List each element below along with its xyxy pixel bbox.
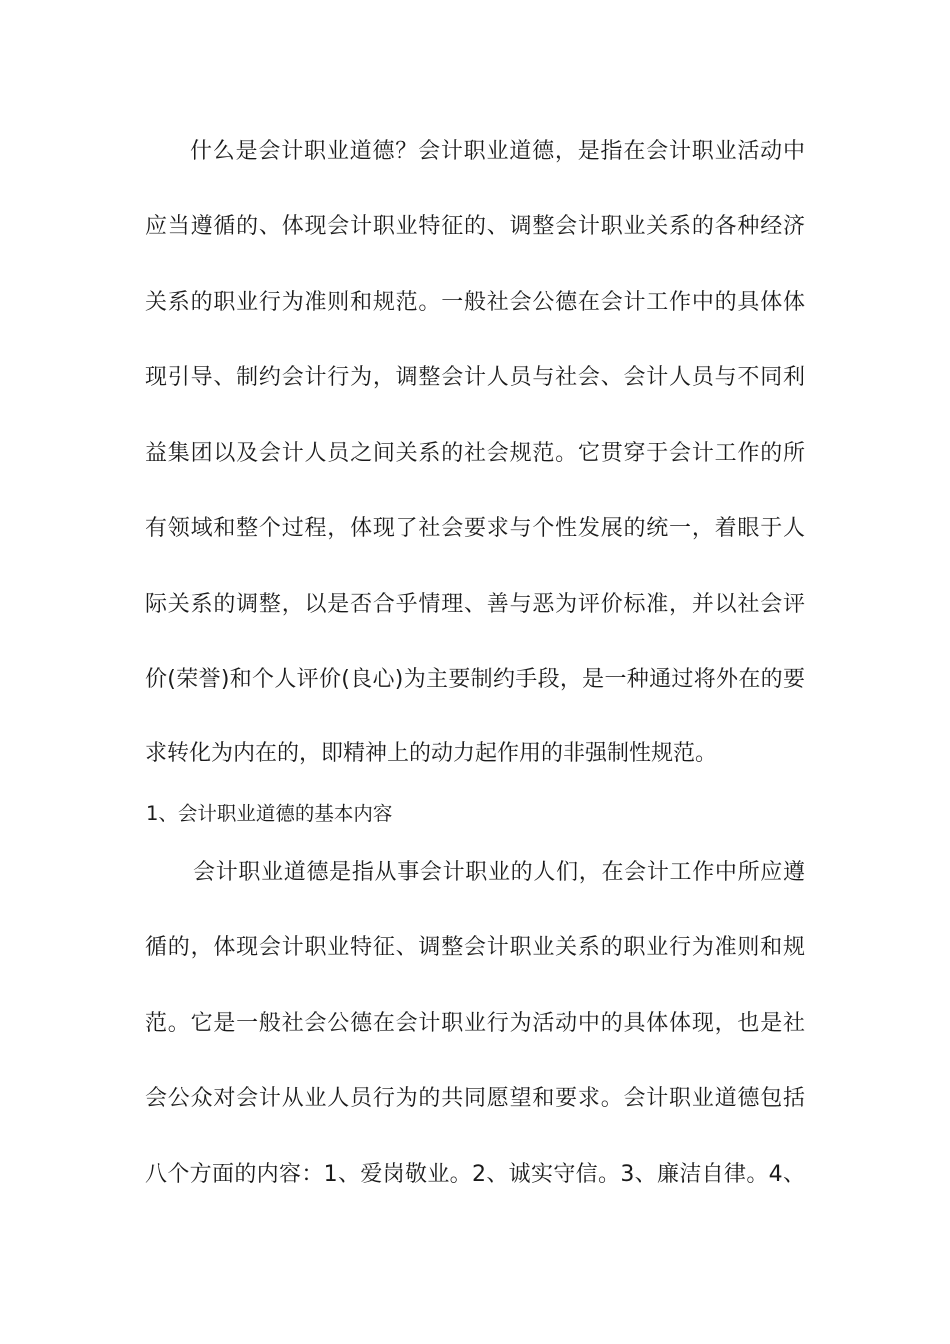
paragraph-2-line-3: 范。它是一般社会公德在会计职业行为活动中的具体体现，也是社: [145, 1011, 805, 1036]
paragraph-1-line-7: 际关系的调整，以是否合乎情理、善与恶为评价标准，并以社会评: [145, 592, 805, 617]
paragraph-2-line-4: 会公众对会计从业人员行为的共同愿望和要求。会计职业道德包括: [145, 1086, 805, 1111]
section-heading: 1、会计职业道德的基本内容: [146, 802, 393, 825]
paragraph-1-line-9: 求转化为内在的，即精神上的动力起作用的非强制性规范。: [145, 741, 718, 766]
paragraph-1-line-4: 现引导、制约会计行为，调整会计人员与社会、会计人员与不同利: [145, 365, 805, 390]
paragraph-2-line-1: 会计职业道德是指从事会计职业的人们，在会计工作中所应遵: [193, 860, 805, 885]
paragraph-1-line-6: 有领域和整个过程，体现了社会要求与个性发展的统一，着眼于人: [145, 516, 805, 541]
paragraph-1-line-1: 什么是会计职业道德？会计职业道德，是指在会计职业活动中: [190, 139, 805, 164]
paragraph-1-line-8: 价(荣誉)和个人评价(良心)为主要制约手段，是一种通过将外在的要: [145, 667, 805, 692]
paragraph-1-line-5: 益集团以及会计人员之间关系的社会规范。它贯穿于会计工作的所: [145, 441, 805, 466]
paragraph-2-line-5: 八个方面的内容：1、爱岗敬业。2、诚实守信。3、廉洁自律。4、: [145, 1162, 805, 1187]
paragraph-2-line-2: 循的，体现会计职业特征、调整会计职业关系的职业行为准则和规: [145, 935, 805, 960]
paragraph-1-line-3: 关系的职业行为准则和规范。一般社会公德在会计工作中的具体体: [145, 290, 805, 315]
paragraph-1-line-2: 应当遵循的、体现会计职业特征的、调整会计职业关系的各种经济: [145, 214, 805, 239]
